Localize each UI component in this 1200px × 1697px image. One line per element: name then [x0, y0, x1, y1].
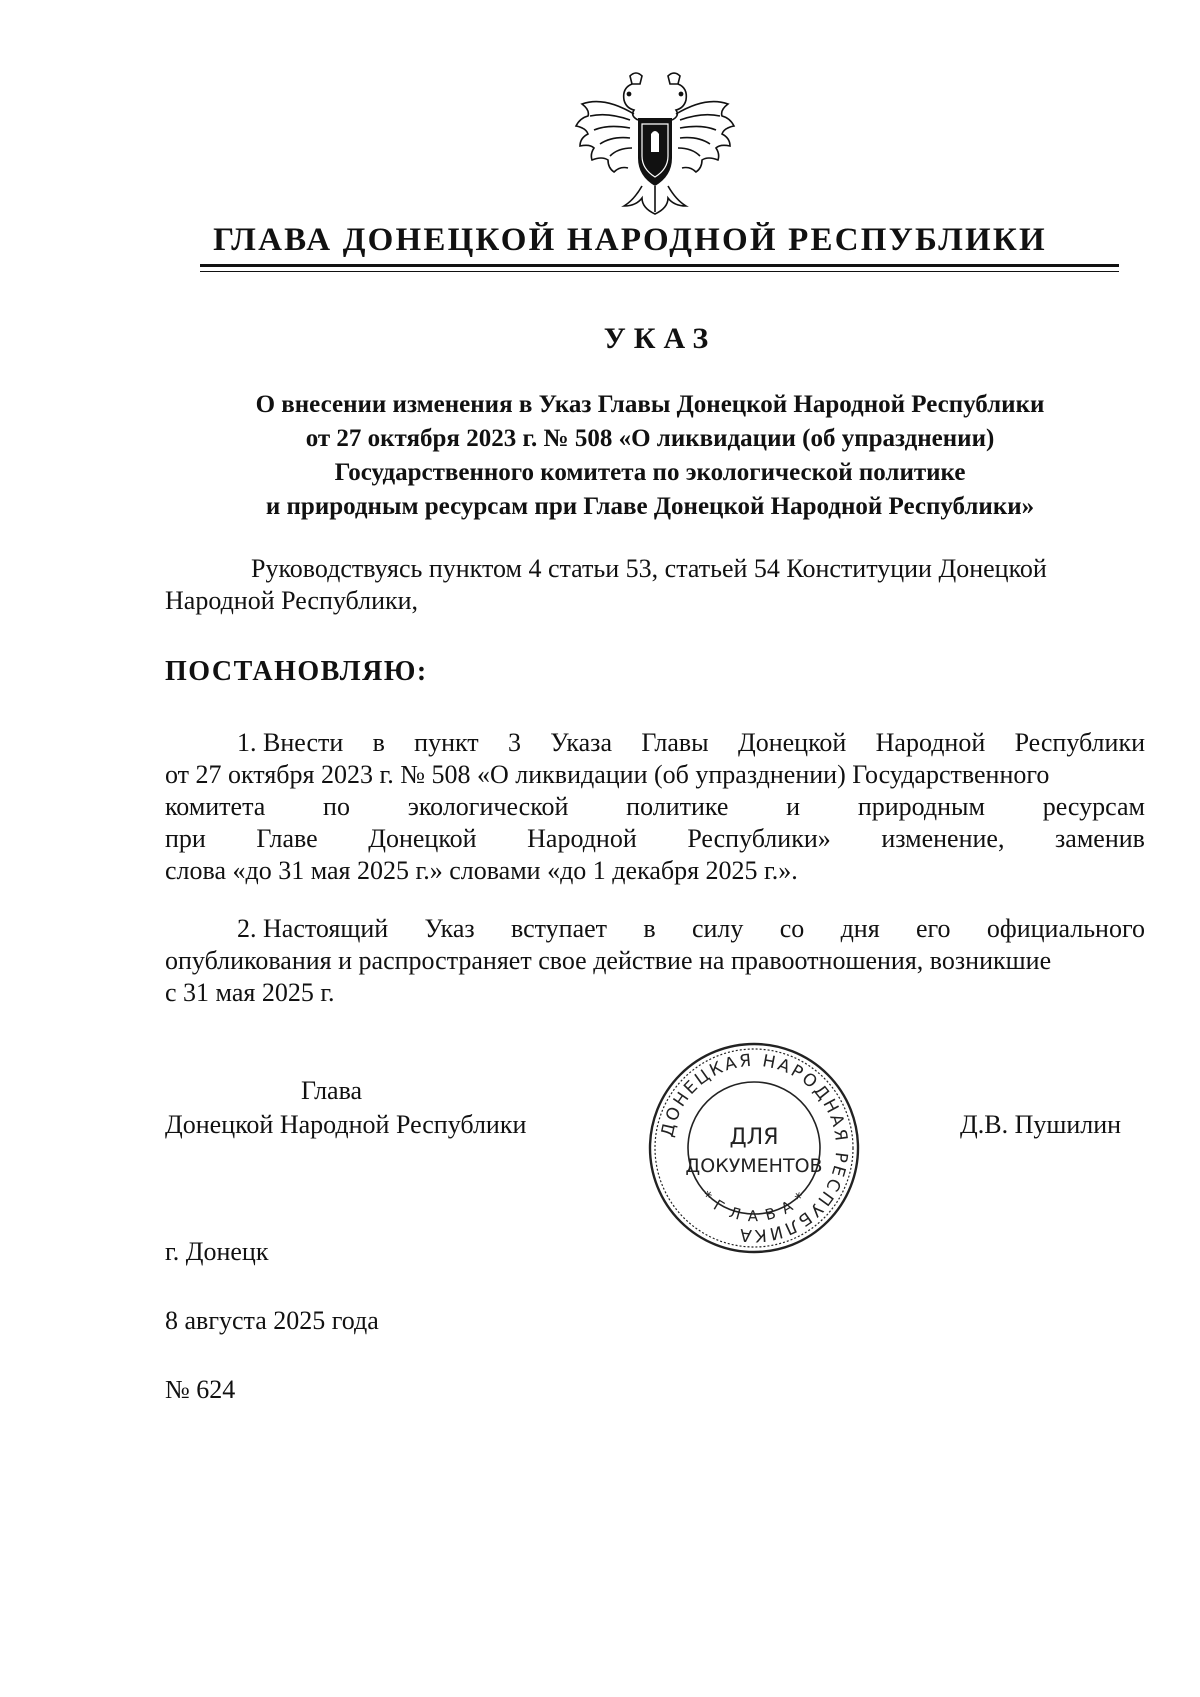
coat-of-arms-icon [572, 68, 738, 216]
word: 1. Внести [237, 728, 344, 757]
paragraph-1 [165, 727, 1145, 887]
word: Донецкой [368, 824, 477, 853]
signatory-role [165, 1074, 585, 1142]
title-line: Государственного комитета по экологической политике [334, 459, 966, 486]
paragraph-line: от 27 октября 2023 г. № 508 «О ликвидации (об упразднении) Государственного [165, 760, 1050, 789]
document-title [190, 388, 1110, 524]
basis-line: Руководствуясь пунктом 4 статьи 53, статьей 54 Конституции Донецкой [251, 554, 1047, 583]
word: официального [986, 914, 1145, 943]
word: пункт [414, 728, 479, 757]
decree-word: ПОСТАНОВЛЯЮ: [165, 656, 428, 687]
word: Донецкой [737, 728, 847, 757]
paragraph-line [165, 823, 1145, 855]
word: Республики [1014, 728, 1145, 757]
word: Главе [256, 824, 318, 853]
word: заменив [1055, 824, 1145, 853]
word: ресурсам [1042, 792, 1145, 821]
word: при [165, 824, 206, 853]
document-number: № 624 [165, 1375, 236, 1404]
signing-date: 8 августа 2025 года [165, 1306, 379, 1335]
seal-bottom-text: * Г Л А В А * [697, 1187, 811, 1226]
seal-center-line: ДОКУМЕНТОВ [685, 1155, 823, 1177]
word: дня [840, 914, 880, 943]
word: его [915, 914, 951, 943]
paragraph-line: с 31 мая 2025 г. [165, 978, 335, 1007]
role-line: Донецкой Народной Республики [165, 1110, 527, 1139]
word: политике [626, 792, 729, 821]
word: комитета [165, 792, 266, 821]
paragraph-line: слова «до 31 мая 2025 г.» словами «до 1 декабря 2025 г.». [165, 856, 798, 885]
word: в [372, 728, 385, 757]
signatory-name: Д.В. Пушилин [960, 1110, 1122, 1139]
word: Народной [875, 728, 986, 757]
word: со [779, 914, 805, 943]
seal-center-line: ДЛЯ [729, 1125, 779, 1150]
word: природным [857, 792, 985, 821]
word: по [323, 792, 350, 821]
word: Указа [550, 728, 612, 757]
document-type: УКАЗ [603, 322, 717, 355]
word: 2. Настоящий [237, 914, 389, 943]
word: в [643, 914, 656, 943]
basis-line: Народной Республики, [165, 586, 419, 615]
word: 3 [507, 728, 521, 757]
paragraph-line [165, 913, 1145, 945]
place-of-signing: г. Донецк [165, 1237, 269, 1266]
official-seal-icon [644, 1038, 864, 1258]
seal-ring-text: ДОНЕЦКАЯ НАРОДНАЯ РЕСПУБЛИКА [657, 1050, 852, 1246]
word: экологической [407, 792, 569, 821]
word: Республики» [687, 824, 831, 853]
word: и [786, 792, 801, 821]
header-rule-thick [200, 264, 1119, 267]
word: Народной [527, 824, 637, 853]
header-rule-thin [200, 271, 1119, 272]
paragraph-line [165, 791, 1145, 823]
role-line: Глава [301, 1076, 363, 1105]
paragraph-line [165, 727, 1145, 759]
word: силу [691, 914, 744, 943]
title-line: О внесении изменения в Указ Главы Донецкой Народной Республики [255, 391, 1045, 418]
word: Указ [424, 914, 475, 943]
word: изменение, [881, 824, 1005, 853]
issuing-authority: ГЛАВА ДОНЕЦКОЙ НАРОДНОЙ РЕСПУБЛИКИ [213, 222, 1047, 258]
title-line: и природным ресурсам при Главе Донецкой Народной Республики» [265, 493, 1035, 520]
word: вступает [511, 914, 608, 943]
word: Главы [641, 728, 709, 757]
legal-basis [165, 553, 1145, 617]
title-line: от 27 октября 2023 г. № 508 «О ликвидации (об упразднении) [305, 425, 995, 452]
paragraph-2 [165, 913, 1145, 1009]
paragraph-line: опубликования и распространяет свое действие на правоотношения, возникшие [165, 946, 1052, 975]
